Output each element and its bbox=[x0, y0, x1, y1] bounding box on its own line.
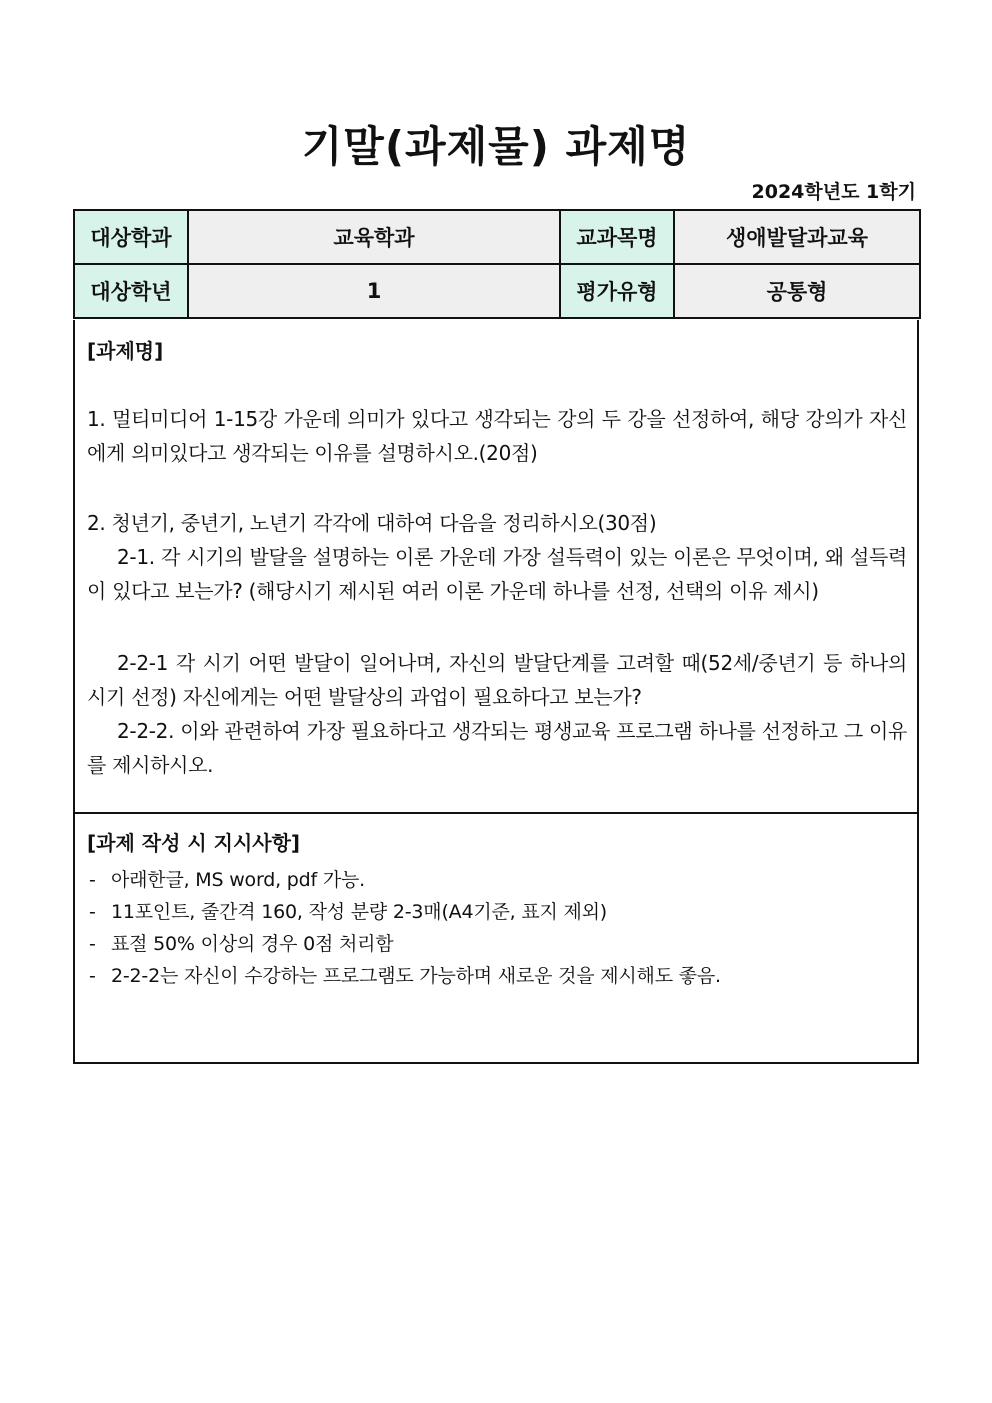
instructions-section bbox=[73, 812, 919, 1064]
course-name-label: 교과목명 bbox=[560, 210, 674, 264]
course-name-value: 생애발달과교육 bbox=[674, 210, 920, 264]
list-item bbox=[89, 928, 721, 960]
question-1: 1. 멀티미디어 1-15강 가운데 의미가 있다고 생각되는 강의 두 강을 선정하여, 해당 강의가 자신에게 의미있다고 생각되는 이유를 설명하시오.(20점) bbox=[87, 407, 907, 465]
question-2-1: 2-1. 각 시기의 발달을 설명하는 이론 가운데 가장 설득력이 있는 이론은 무엇이며, 왜 설득력이 있다고 보는가? (해당시기 제시된 여러 이론 가운데 하나를 선정, 선택의 이유 제시) bbox=[87, 545, 907, 603]
question-2: 2. 청년기, 중년기, 노년기 각각에 대하여 다음을 정리하시오(30점) bbox=[87, 511, 657, 535]
dash-bullet: - bbox=[89, 901, 96, 923]
eval-type-label: 평가유형 bbox=[560, 264, 674, 318]
list-item bbox=[89, 864, 721, 896]
task-heading: [과제명] bbox=[87, 339, 164, 363]
course-info-table bbox=[73, 209, 921, 319]
instruction-text: 2-2-2는 자신이 수강하는 프로그램도 가능하며 새로운 것을 제시해도 좋음. bbox=[111, 965, 721, 987]
dash-bullet: - bbox=[89, 869, 96, 891]
target-year-value: 1 bbox=[188, 264, 560, 318]
target-year-label: 대상학년 bbox=[74, 264, 188, 318]
list-item bbox=[89, 896, 721, 928]
table-row bbox=[74, 264, 920, 318]
table-row bbox=[74, 210, 920, 264]
dash-bullet: - bbox=[89, 965, 96, 987]
list-item bbox=[89, 960, 721, 992]
question-2-2-2: 2-2-2. 이와 관련하여 가장 필요하다고 생각되는 평생교육 프로그램 하나를 선정하고 그 이유를 제시하시오. bbox=[87, 719, 907, 777]
task-section bbox=[73, 320, 919, 814]
instructions-list bbox=[89, 864, 721, 992]
question-2-2-1: 2-2-1 각 시기 어떤 발달이 일어나며, 자신의 발달단계를 고려할 때(52세/중년기 등 하나의 시기 선정) 자신에게는 어떤 발달상의 과업이 필요하다고 보는가? bbox=[87, 651, 907, 709]
document-title: 기말(과제물) 과제명 bbox=[301, 122, 691, 171]
semester-label: 2024학년도 1학기 bbox=[751, 181, 916, 203]
instruction-text: 아래한글, MS word, pdf 가능. bbox=[111, 869, 365, 891]
target-dept-label: 대상학과 bbox=[74, 210, 188, 264]
instruction-text: 표절 50% 이상의 경우 0점 처리함 bbox=[111, 933, 394, 955]
dash-bullet: - bbox=[89, 933, 96, 955]
eval-type-value: 공통형 bbox=[674, 264, 920, 318]
instructions-heading: [과제 작성 시 지시사항] bbox=[87, 831, 301, 855]
instruction-text: 11포인트, 줄간격 160, 작성 분량 2-3매(A4기준, 표지 제외) bbox=[111, 901, 608, 923]
target-dept-value: 교육학과 bbox=[188, 210, 560, 264]
